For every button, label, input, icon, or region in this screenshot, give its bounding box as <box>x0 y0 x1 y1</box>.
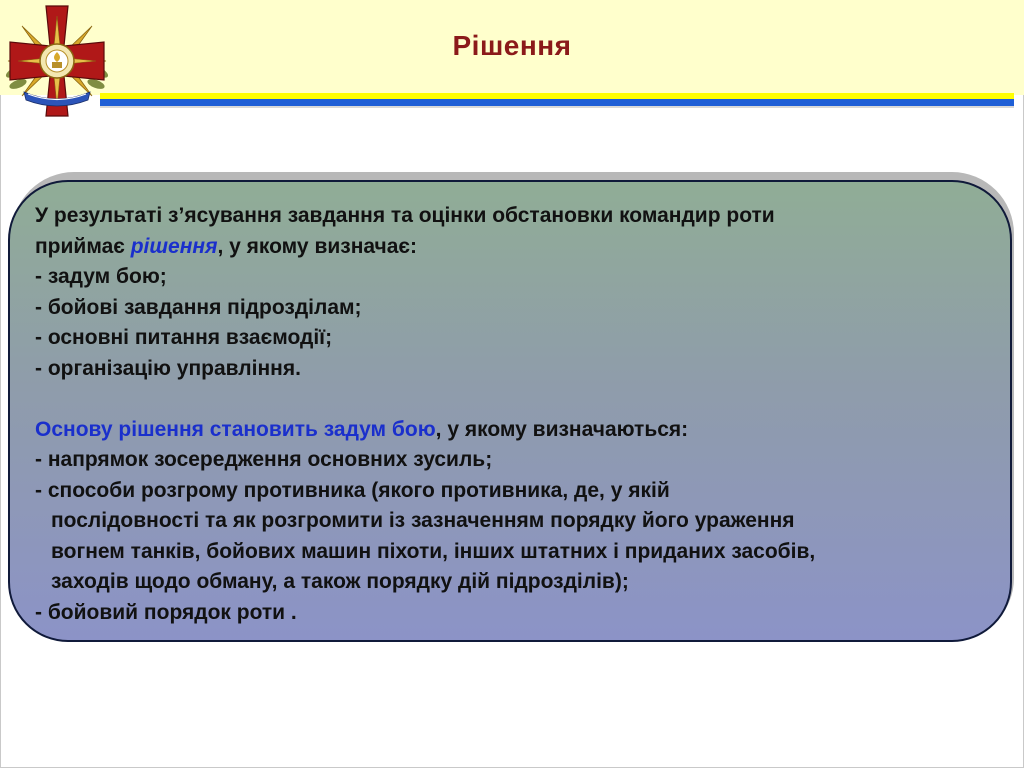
paragraph-spacer <box>35 384 995 415</box>
paragraph2-lead <box>35 415 995 446</box>
basis-highlight: Основу рішення становить задум бою <box>35 417 436 441</box>
decision-highlight: рішення <box>130 234 218 258</box>
list-item: - напрямок зосередження основних зусиль; <box>35 448 493 471</box>
paragraph1-line2-before: приймає <box>35 234 131 258</box>
list-item-continuation: послідовності та як розгромити із зазначенням порядку його ураження <box>51 509 795 532</box>
paragraph2-lead-after: , у якому визначаються: <box>435 417 689 441</box>
header-stripe-blue <box>100 99 1014 106</box>
list-item: - основні питання взаємодії; <box>35 326 333 349</box>
paragraph1-line2-after: , у якому визначає: <box>217 234 418 258</box>
slide-body <box>35 201 995 628</box>
list-item-continuation: заходів щодо обману, а також порядку дій підрозділів); <box>51 570 629 593</box>
list-item: - бойові завдання підрозділам; <box>35 295 362 319</box>
list-item: - організацію управління. <box>35 356 301 380</box>
header-stripe-shadow <box>100 106 1014 108</box>
paragraph1-line1: У результаті з’ясування завдання та оцінки обстановки командир роти <box>35 204 775 227</box>
list-item: - бойовий порядок роти . <box>35 600 297 624</box>
list-item: - задум бою; <box>35 265 167 288</box>
list-item-continuation: вогнем танків, бойових машин піхоти, інших штатних і приданих засобів, <box>51 539 816 563</box>
paragraph1-line2 <box>35 232 995 263</box>
page-title: Рішення <box>452 30 572 61</box>
list-item: - способи розгрому противника (якого противника, де, у якій <box>35 478 670 502</box>
red-cross-emblem-icon <box>2 2 112 120</box>
